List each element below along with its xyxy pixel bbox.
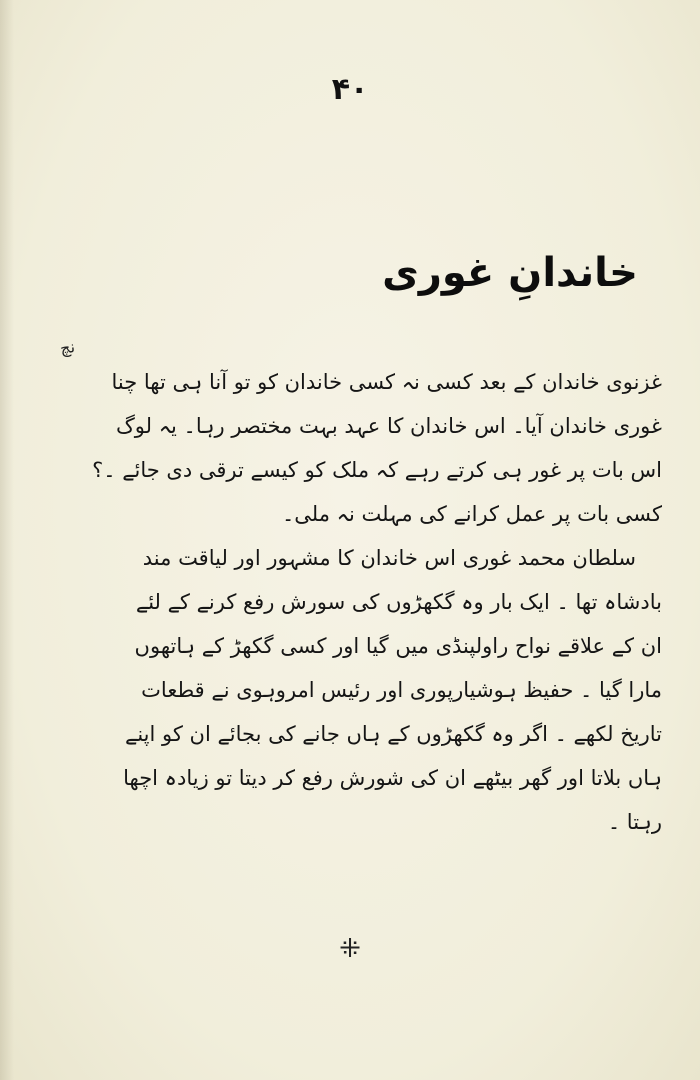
text-line: اس بات پر غور ہی کرتے رہے کہ ملک کو کیسے ترقی دی جائے ۔؟ xyxy=(92,458,662,482)
chapter-heading: خاندانِ غوری xyxy=(382,250,638,296)
text-line: سلطان محمد غوری اس خاندان کا مشہور اور لیاقت مند xyxy=(142,546,636,570)
page-number: ۴۰ xyxy=(331,72,369,107)
body-text xyxy=(34,360,662,844)
page-edge-shadow xyxy=(0,0,14,1080)
text-line: غوری خاندان آیا۔ اس خاندان کا عہد بہت مختصر رہا۔ یہ لوگ xyxy=(116,414,662,438)
text-line: تاریخ لکھے ۔ اگر وہ گکھڑوں کے ہاں جانے کی بجائے ان کو اپنے xyxy=(125,722,662,746)
text-line: بادشاہ تھا ۔ ایک بار وہ گکھڑوں کی سورش رفع کرنے کے لئے xyxy=(135,590,662,614)
text-line: رہتا ۔ xyxy=(607,810,662,834)
text-line: ان کے علاقے نواح راولپنڈی میں گیا اور کسی گکھڑ کے ہاتھوں xyxy=(134,634,662,658)
ornament-icon: ⁜ xyxy=(339,934,361,964)
margin-note: نچ xyxy=(58,337,77,358)
text-line: مارا گیا ۔ حفیظ ہوشیارپوری اور رئیس امروہوی نے قطعات xyxy=(141,678,662,702)
text-line: کسی بات پر عمل کرانے کی مہلت نہ ملی۔ xyxy=(281,502,662,526)
text-line: ہاں بلاتا اور گھر بیٹھے ان کی شورش رفع کر دیتا تو زیادہ اچھا xyxy=(123,766,662,790)
text-line: غزنوی خاندان کے بعد کسی نہ کسی خاندان کو تو آنا ہی تھا چنا xyxy=(111,370,662,394)
